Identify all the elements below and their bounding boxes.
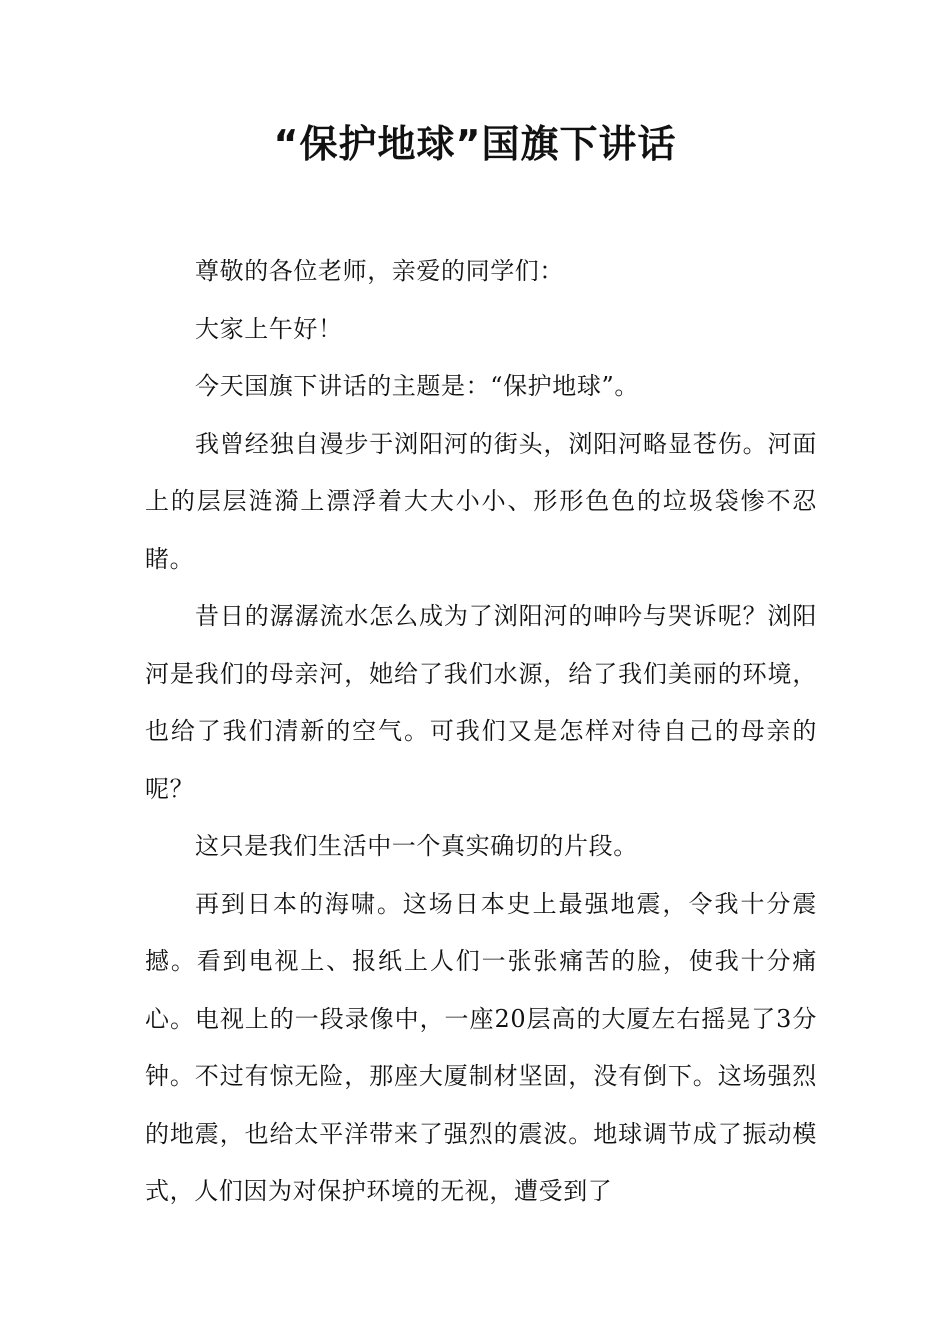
paragraph-hello: 大家上午好！: [195, 314, 343, 343]
paragraph-topic: 今天国旗下讲话的主题是：“保护地球”。: [195, 372, 639, 400]
paragraph-fragment: 这只是我们生活中一个真实确切的片段。: [195, 832, 638, 860]
paragraph-japan-tsunami: 再到日本的海啸。这场日本史上最强地震，令我十分震撼。看到电视上、报纸上人们一张张痛苦的脸，使我十分痛心。电视上的一段录像中，一座20层高的大厦左右摇晃了3分钟。不过有惊无险，那座大厦制材坚固，没有倒下。这场强烈的地震，也给太平洋带来了强烈的震波。地球调节成了振动模式，人们因为对保护环境的无视，遭受到了: [145, 889, 817, 1205]
paragraph-greeting: 尊敬的各位老师，亲爱的同学们：: [195, 257, 564, 285]
page-title: “保护地球”国旗下讲话: [273, 122, 677, 166]
paragraph-liuyang-river: 我曾经独自漫步于浏阳河的街头，浏阳河略显苍伤。河面上的层层涟漪上漂浮着大大小小、形形色色的垃圾袋惨不忍睹。: [145, 429, 817, 573]
paragraph-mother-river: 昔日的潺潺流水怎么成为了浏阳河的呻吟与哭诉呢？浏阳河是我们的母亲河，她给了我们水源，给了我们美丽的环境，也给了我们清新的空气。可我们又是怎样对待自己的母亲的呢？: [145, 602, 817, 803]
document-body: [145, 243, 817, 1221]
